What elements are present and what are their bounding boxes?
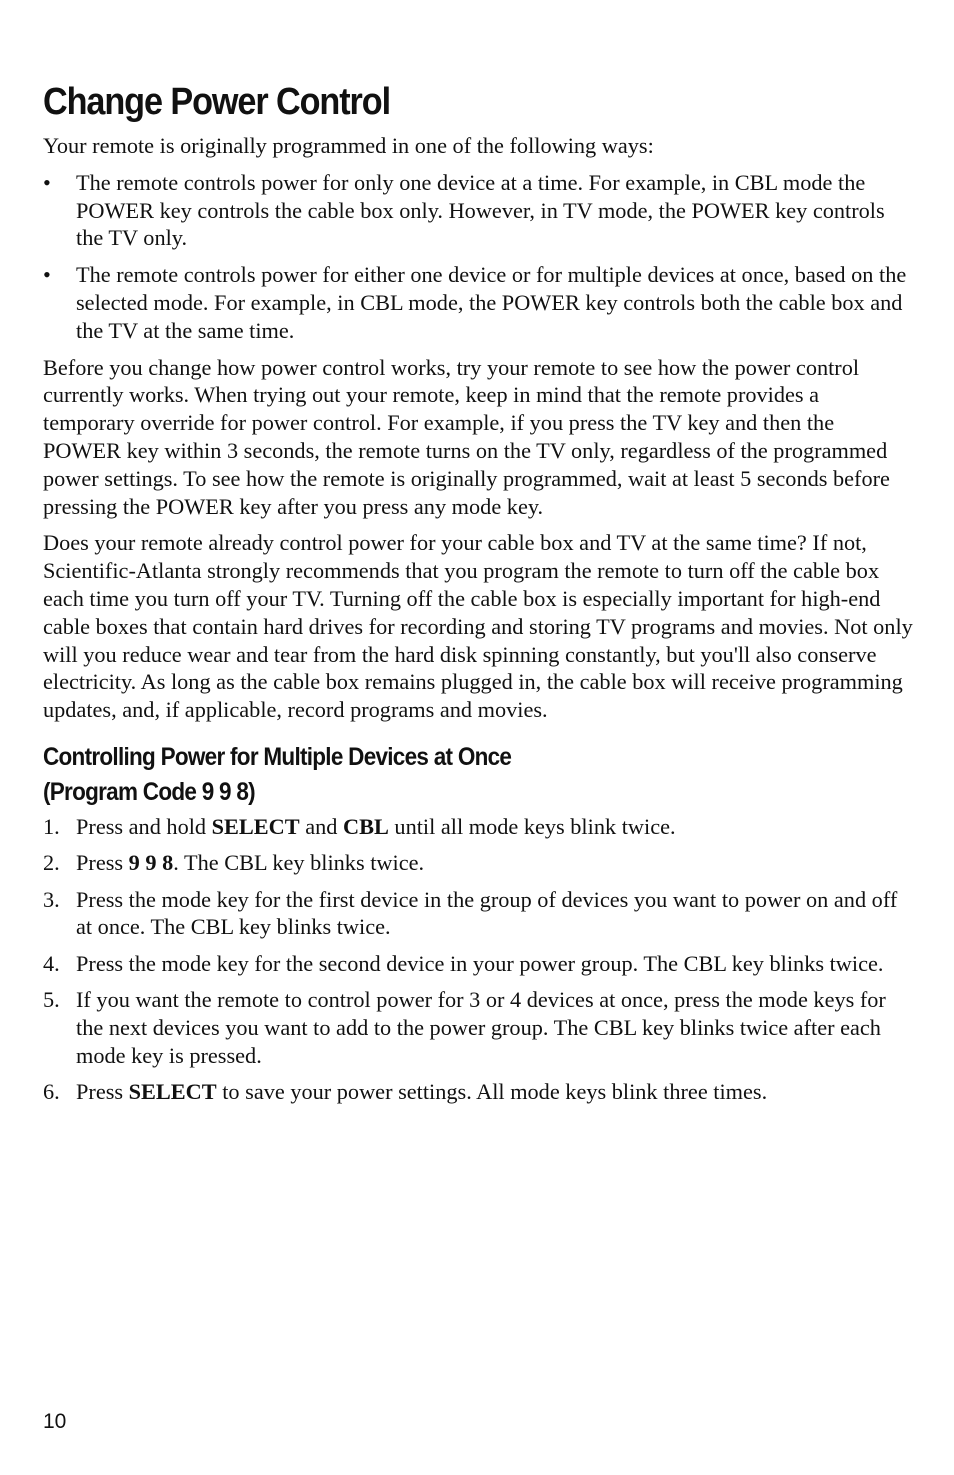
step-text: until all mode keys blink twice. xyxy=(388,813,676,839)
step-item xyxy=(43,813,915,841)
step-text: and xyxy=(299,813,343,839)
key-name: CBL xyxy=(342,813,389,839)
power-mode-list xyxy=(43,169,915,345)
step-text: Press xyxy=(76,850,129,876)
page-content xyxy=(43,78,915,1114)
step-item xyxy=(43,1078,915,1106)
step-text: Press and hold xyxy=(76,813,212,839)
step-item xyxy=(43,886,915,942)
step-item xyxy=(43,986,915,1069)
page-number: 10 xyxy=(43,1410,67,1433)
page-title: Change Power Control xyxy=(43,81,391,123)
intro-paragraph: Your remote is originally programmed in one of the following ways: xyxy=(43,133,654,158)
step-number: 4. xyxy=(43,950,60,976)
step-item xyxy=(43,849,915,877)
step-text: Press the mode key for the first device in the group of devices you want to power on and off at once. The CBL key blinks twice. xyxy=(76,886,898,940)
step-number: 6. xyxy=(43,1078,60,1104)
step-number: 5. xyxy=(43,986,60,1012)
step-text: Press the mode key for the second device in your power group. The CBL key blinks twice. xyxy=(76,950,884,976)
steps-list xyxy=(43,813,915,1106)
step-text: . The CBL key blinks twice. xyxy=(173,850,425,876)
step-item xyxy=(43,950,915,978)
bullet-icon: • xyxy=(43,169,51,195)
step-text: If you want the remote to control power for 3 or 4 devices at once, press the mode keys for the next devices you want to add to the power group. The CBL key blinks twice after each mode key is pressed. xyxy=(76,986,886,1068)
key-name: SELECT xyxy=(128,1078,217,1104)
section-heading-line: (Program Code 9 9 8) xyxy=(43,777,255,806)
bullet-text: The remote controls power for only one device at a time. For example, in CBL mode the POWER key controls the cable box only. However, in TV mode, the POWER key controls the TV only. xyxy=(76,169,885,251)
program-code: 9 9 8 xyxy=(128,850,174,876)
step-text: Press xyxy=(76,1078,129,1104)
body-paragraph: Does your remote already control power for your cable box and TV at the same time? If not, Scientific-Atlanta strongly recommends that you program the remote to turn off the cable box each time you turn off your TV. Turning off the cable box is especially important for high-end cable boxes that contain hard drives for recording and storing TV programs and movies. Not only will you reduce wear and tear from the hard disk spinning constantly, but you'll also conserve electricity. As long as the cable box remains plugged in, the cable box will receive programming updates, and, if applicable, record programs and movies. xyxy=(43,530,913,723)
bullet-icon: • xyxy=(43,262,51,288)
key-name: SELECT xyxy=(211,813,300,839)
bullet-text: The remote controls power for either one device or for multiple devices at once, based on the selected mode. For example, in CBL mode, the POWER key controls both the cable box and the TV at the same time. xyxy=(76,262,907,343)
list-item xyxy=(43,169,915,252)
step-number: 1. xyxy=(43,813,60,839)
list-item xyxy=(43,261,915,344)
step-number: 2. xyxy=(43,850,60,876)
section-heading xyxy=(43,740,828,810)
body-paragraph: Before you change how power control works, try your remote to see how the power control currently works. When trying out your remote, keep in mind that the remote provides a temporary override for power control. For example, if you press the TV key and then the POWER key within 3 seconds, the remote turns on the TV only, regardless of the programmed power settings. To see how the remote is originally programmed, wait at least 5 seconds before pressing the POWER key after you press any mode key. xyxy=(43,354,890,519)
section-heading-line: Controlling Power for Multiple Devices at Once xyxy=(43,742,512,771)
step-number: 3. xyxy=(43,886,60,912)
step-text: to save your power settings. All mode keys blink three times. xyxy=(216,1078,768,1104)
